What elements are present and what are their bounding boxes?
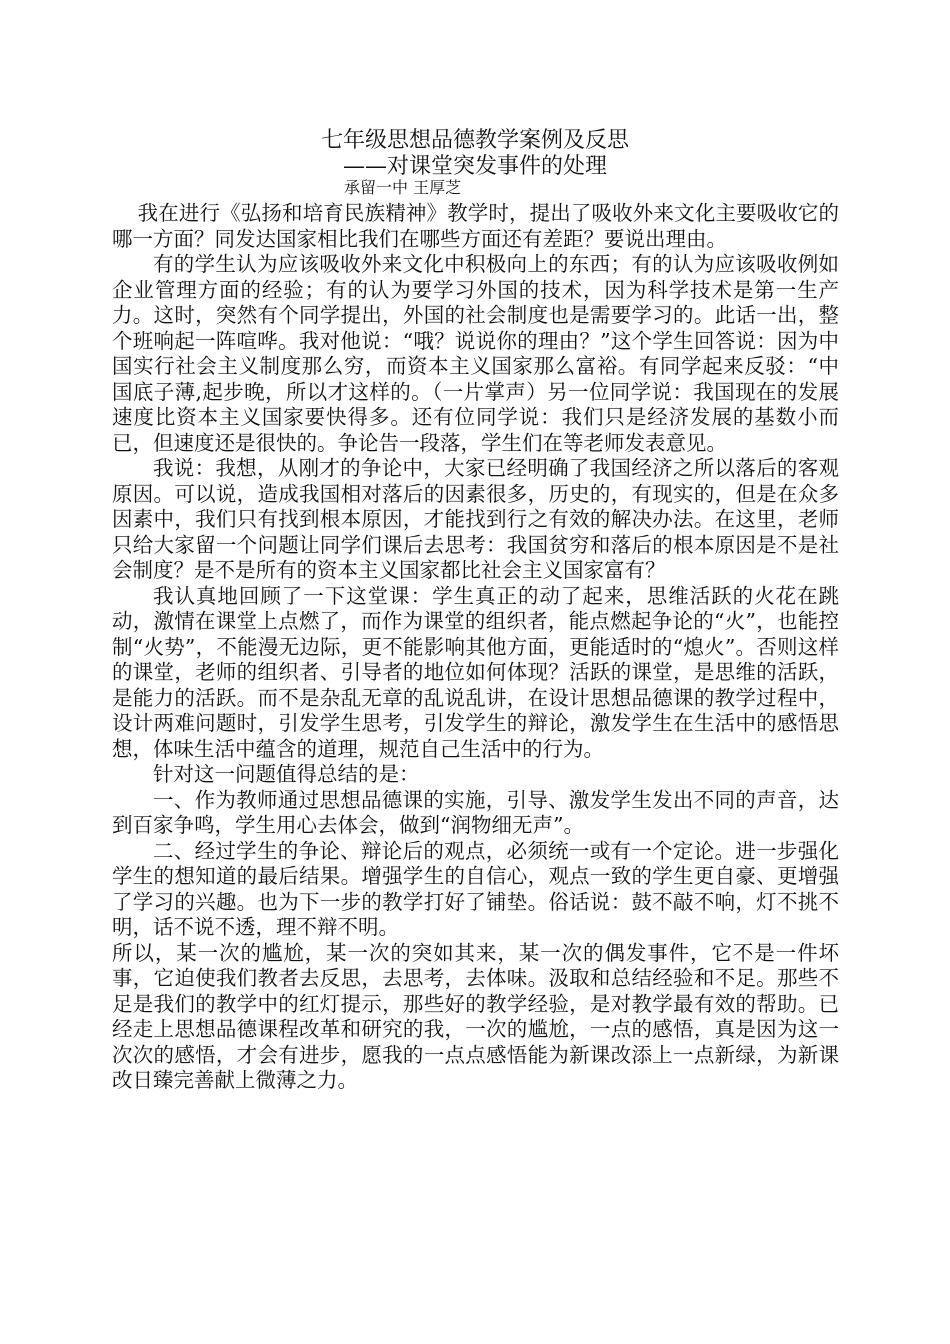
paragraph-reflection: 我认真地回顾了一下这堂课：学生真正的动了起来，思维活跃的火花在跳动，激情在课堂上点燃了，而作为课堂的组织者，能点燃起争论的“火”，也能控制“火势”，不能漫无边际，更不能影响其他方面，更能适时的“熄火”。否则这样的课堂，老师的组织者、引导者的地位如何体现？活跃的课堂，是思维的活跃，是能力的活跃。而不是杂乱无章的乱说乱讲，在设计思想品德课的教学过程中，设计两难问题时，引发学生思考，引发学生的辩论，激发学生在生活中的感悟思想，体味生活中蕴含的道理，规范自己生活中的行为。 bbox=[112, 583, 839, 761]
paragraph-conclusion: 所以，某一次的尴尬，某一次的突如其来，某一次的偶发事件，它不是一件坏事，它迫使我们教者去反思，去思考，去体味。汲取和总结经验和不足。那些不足是我们的教学中的红灯提示，那些好的教学经验，是对教学最有效的帮助。已经走上思想品德课程改革和研究的我，一次的尴尬，一点的感悟，真是因为这一次次的感悟，才会有进步，愿我的一点点感悟能为新课改添上一点新绿，为新课改日臻完善献上微薄之力。 bbox=[112, 940, 839, 1092]
document-title: 七年级思想品德教学案例及反思 bbox=[320, 128, 629, 153]
paragraph-point-two: 二、经过学生的争论、辩论后的观点，必须统一或有一个定论。进一步强化学生的想知道的最后结果。增强学生的自信心，观点一致的学生更自豪、更增强了学习的兴趣。也为下一步的教学打好了铺垫。俗话说：鼓不敲不响，灯不挑不明，话不说不透，理不辩不明。 bbox=[112, 838, 839, 939]
paragraph-point-one: 一、作为教师通过思想品德课的实施，引导、激发学生发出不同的声音，达到百家争鸣，学生用心去体会，做到“润物细无声”。 bbox=[112, 787, 839, 837]
paragraph-student-views: 有的学生认为应该吸收外来文化中积极向上的东西；有的认为应该吸收例如企业管理方面的经验；有的认为要学习外国的技术，因为科学技术是第一生产力。这时，突然有个同学提出，外国的社会制度也是需要学习的。此话一出，整个班响起一阵喧哗。我对他说：“哦？说说你的理由？”这个学生回答说：因为中国实行社会主义制度那么穷，而资本主义国家那么富裕。有同学起来反驳：“中国底子薄,起步晚，所以才这样的。（一片掌声）另一位同学说：我国现在的发展速度比资本主义国家要快得多。还有位同学说：我们只是经济发展的基数小而已，但速度还是很快的。争论告一段落，学生们在等老师发表意见。 bbox=[112, 252, 839, 455]
document-body bbox=[112, 201, 839, 1094]
document-subtitle: ——对课堂突发事件的处理 bbox=[342, 154, 607, 179]
paragraph-teacher-response: 我说：我想，从刚才的争论中，大家已经明确了我国经济之所以落后的客观原因。可以说，造成我国相对落后的因素很多，历史的，有现实的，但是在众多因素中，我们只有找到根本原因，才能找到行之有效的解决办法。在这里，老师只给大家留一个问题让同学们课后去思考：我国贫穷和落后的根本原因是不是社会制度？是不是所有的资本主义国家都比社会主义国家富有？ bbox=[112, 456, 839, 582]
paragraph-summary-intro: 针对这一问题值得总结的是： bbox=[153, 762, 420, 786]
paragraph-intro: 我在进行《弘扬和培育民族精神》教学时，提出了吸收外来文化主要吸收它的哪一方面？同发达国家相比我们在哪些方面还有差距？要说出理由。 bbox=[112, 201, 839, 251]
author-line: 承留一中 王厚芝 bbox=[344, 178, 462, 197]
